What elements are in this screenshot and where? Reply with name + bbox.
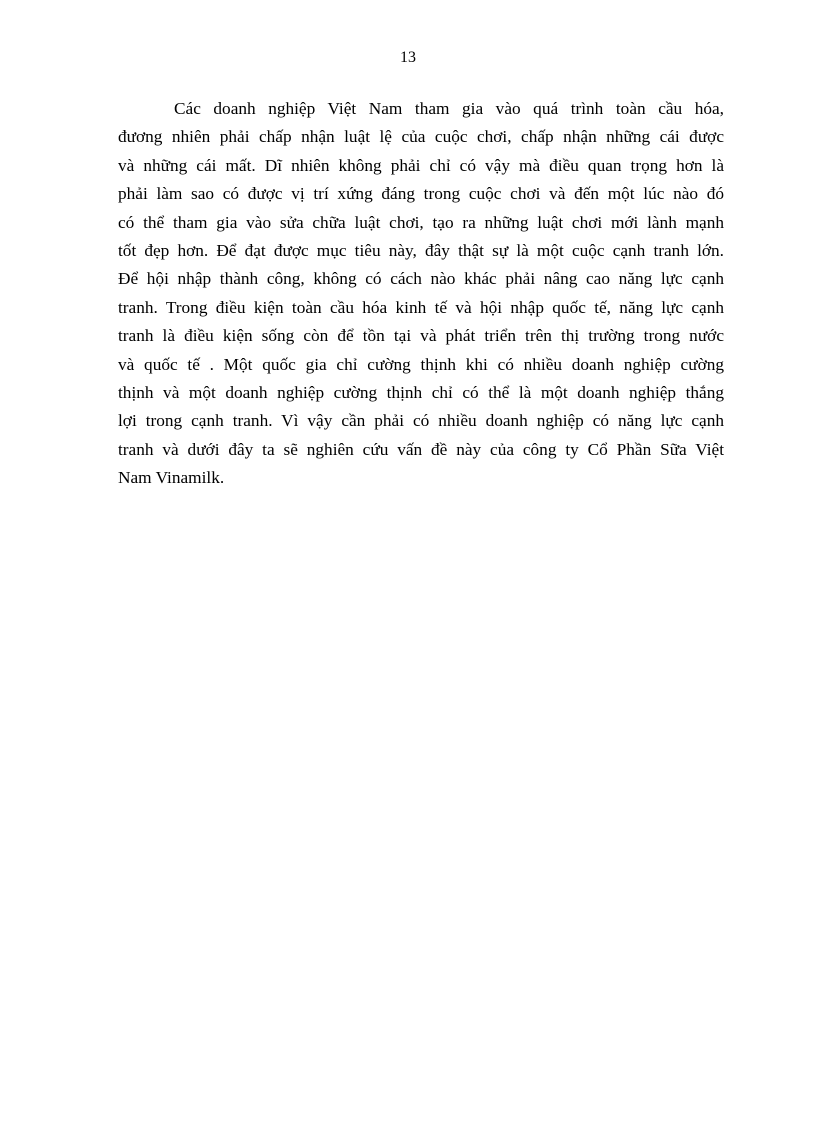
paragraph-line: Các doanh nghiệp Việt Nam tham gia vào quá trình toàn cầu hóa, [174,99,724,118]
paragraph-line: Để hội nhập thành công, không có cách nào khác phải nâng cao năng lực cạnh [118,269,724,289]
paragraph-line: tranh là điều kiện sống còn để tồn tại và phát triển trên thị trường trong nước [118,326,724,346]
paragraph-line: tranh. Trong điều kiện toàn cầu hóa kinh tế và hội nhập quốc tế, năng lực cạnh [118,297,724,317]
paragraph-line: và quốc tế . Một quốc gia chỉ cường thịnh khi có nhiều doanh nghiệp cường [118,354,724,374]
paragraph-line: và những cái mất. Dĩ nhiên không phải chỉ có vậy mà điều quan trọng hơn là [118,155,724,175]
page-number: 13 [400,49,416,66]
paragraph-line: Nam Vinamilk. [118,468,225,488]
paragraph-line: tốt đẹp hơn. Để đạt được mục tiêu này, đây thật sự là một cuộc cạnh tranh lớn. [118,241,724,261]
paragraph-line: thịnh và một doanh nghiệp cường thịnh chỉ có thể là một doanh nghiệp thắng [118,383,724,403]
paragraph-line: tranh và dưới đây ta sẽ nghiên cứu vấn đề này của công ty Cổ Phần Sữa Việt [118,439,724,459]
body-paragraph [118,95,724,493]
paragraph-line: có thể tham gia vào sửa chữa luật chơi, tạo ra những luật chơi mới lành mạnh [118,212,724,232]
paragraph-line: đương nhiên phải chấp nhận luật lệ của cuộc chơi, chấp nhận những cái được [118,127,724,147]
paragraph-line: lợi trong cạnh tranh. Vì vậy cần phải có nhiều doanh nghiệp có năng lực cạnh [118,411,724,431]
paragraph-line: phải làm sao có được vị trí xứng đáng trong cuộc chơi và đến một lúc nào đó [118,184,724,204]
